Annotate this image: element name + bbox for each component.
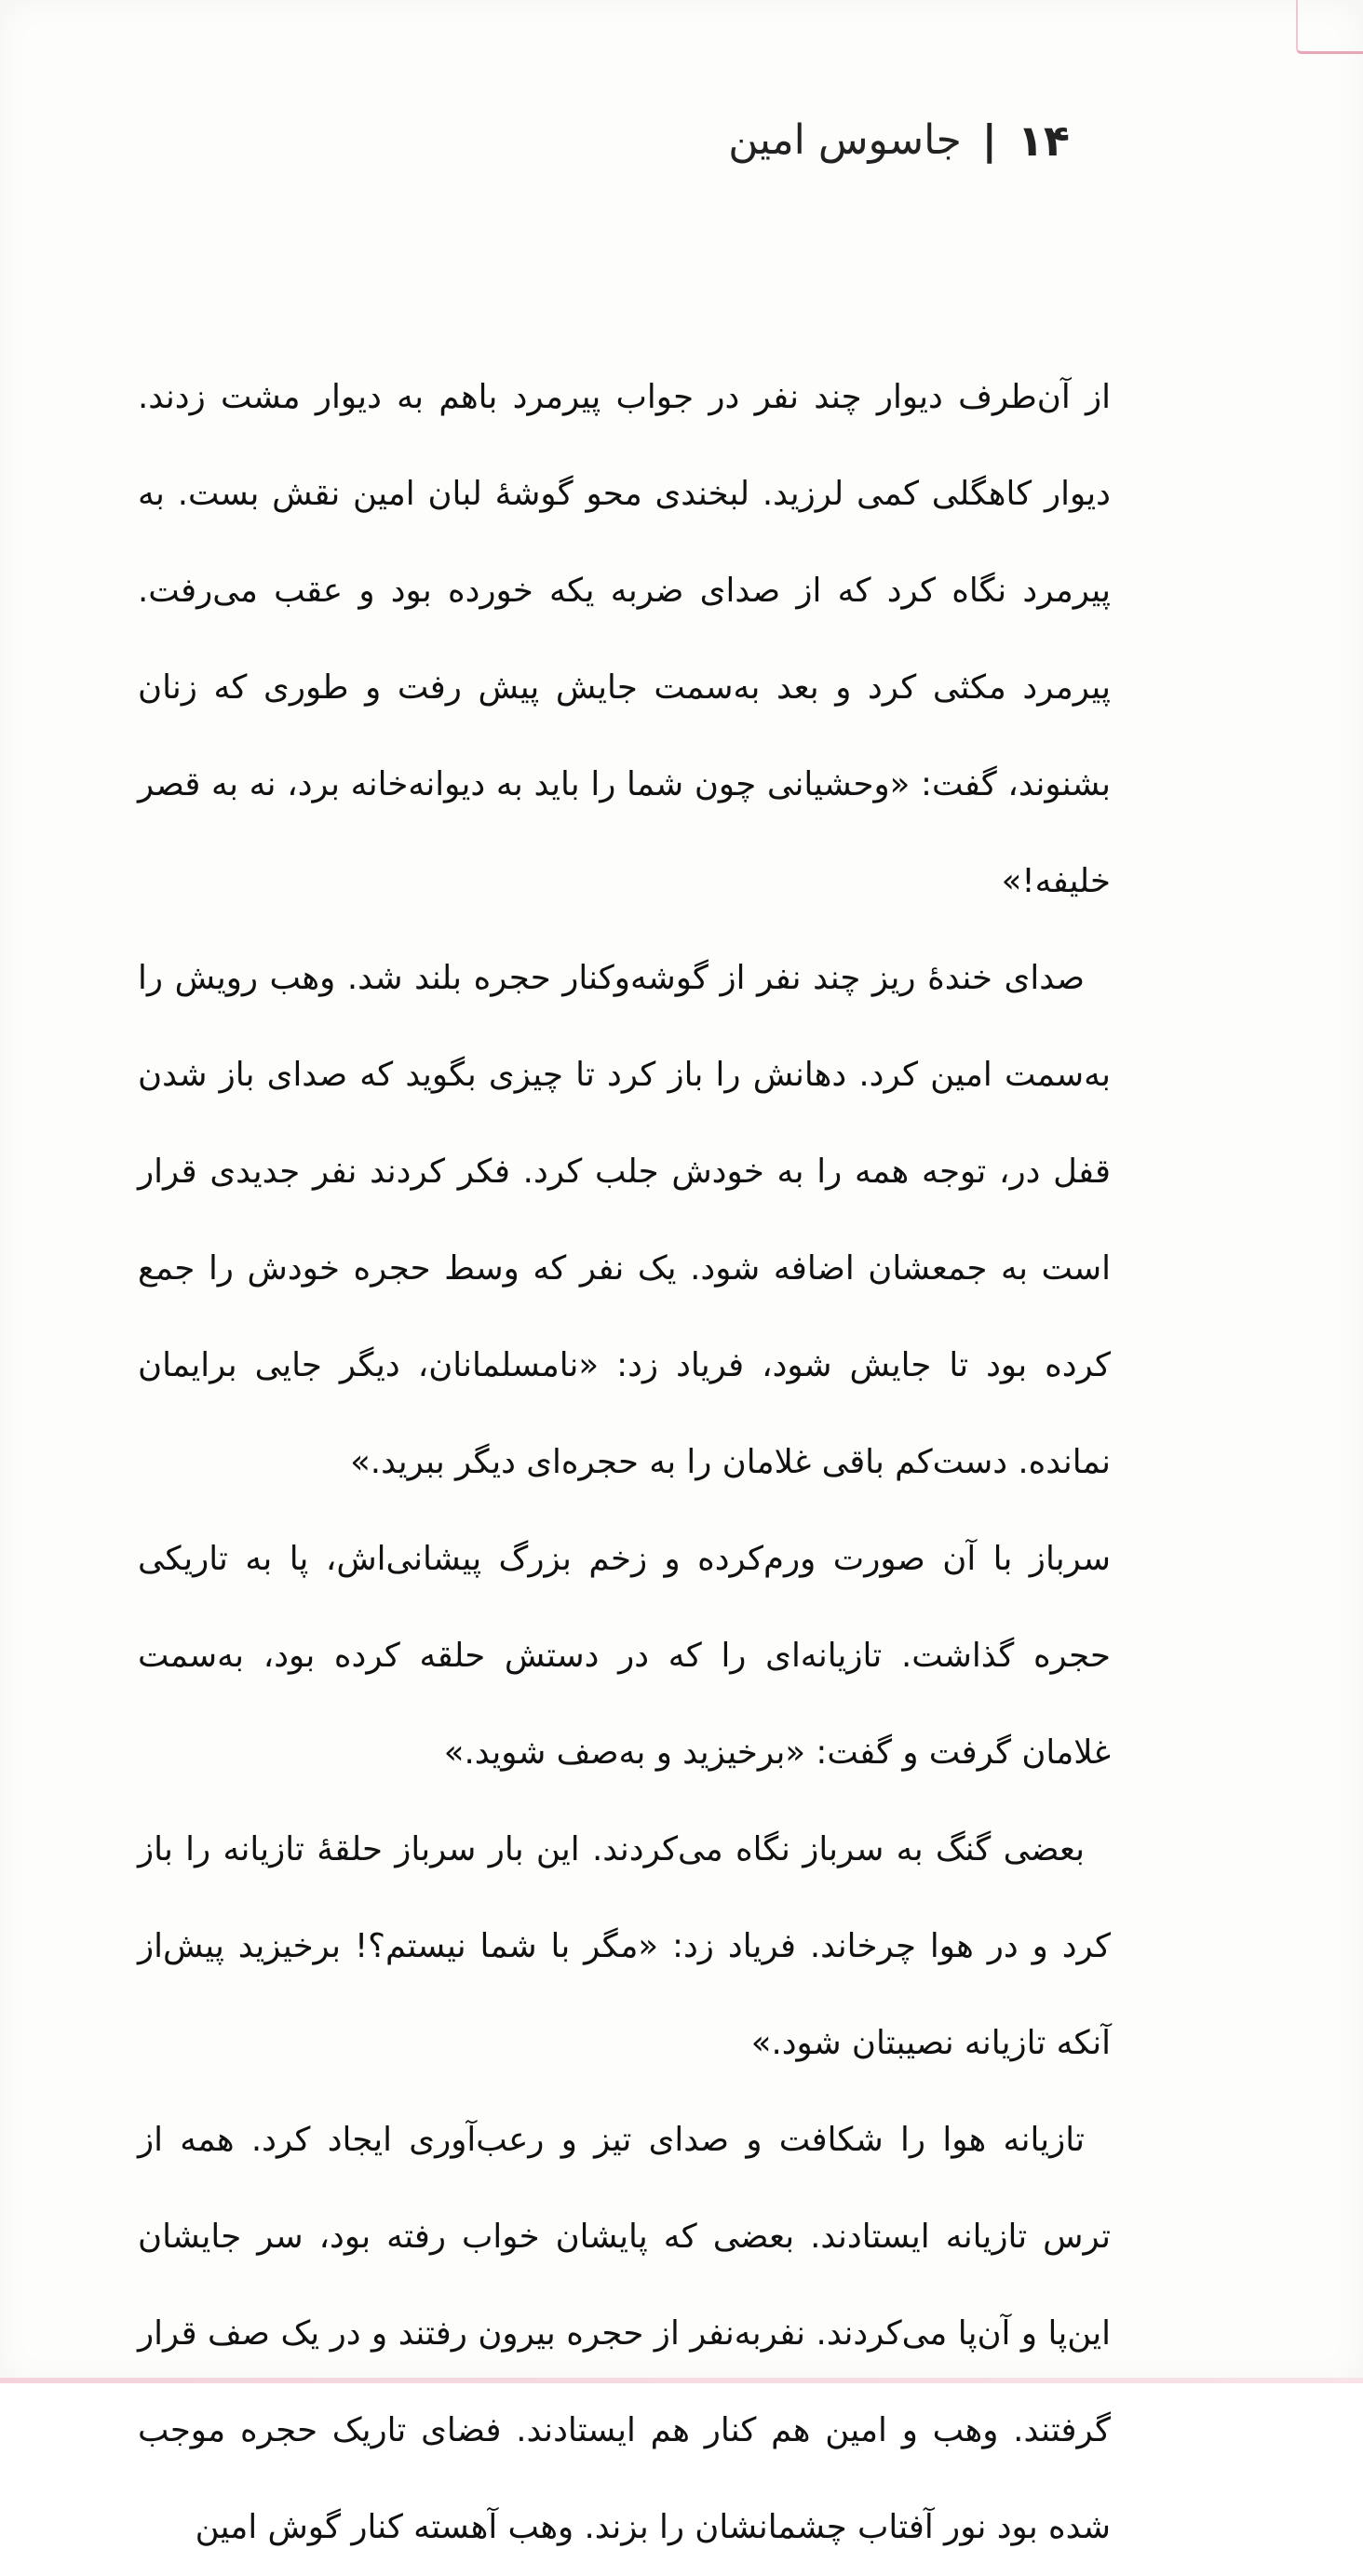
page-number: ۱۴ xyxy=(1017,115,1070,166)
body-text xyxy=(138,349,1111,2576)
book-title: جاسوس امین xyxy=(728,116,962,164)
paragraph-5: تازیانه هوا را شکافت و صدای تیز و رعب‌آوری ایجاد کرد. همه از ترس تازیانه ایستادند. بعضی که پایشان خواب رفته بود، سر جایشان این‌پا و آن‌پا می‌کردند. نفربه‌نفر از حجره بیرون رفتند و در یک صف قرار گرفتند. وهب و امین هم کنار هم ایستادند. فضای تاریک حجره موجب شده بود نور آفتاب چشمانشان را بزند. وهب آهسته کنار گوش امین xyxy=(138,2121,1111,2546)
paragraph-2: صدای خندهٔ ریز چند نفر از گوشه‌وکنار حجره بلند شد. وهب رویش را به‌سمت امین کرد. دهانش را باز کرد تا چیزی بگوید که صدای باز شدن قفل در، توجه همه را به خودش جلب کرد. فکر کردند نفر جدیدی قرار است به جمعشان اضافه شود. یک نفر که وسط حجره خودش را جمع کرده بود تا جایش شود، فریاد زد: «نامسلمانان، دیگر جایی برایمان نمانده. دست‌کم باقی غلامان را به حجره‌ای دیگر ببرید.» xyxy=(138,959,1111,1481)
paragraph-1: از آن‌طرف دیوار چند نفر در جواب پیرمرد باهم به دیوار مشت زدند. دیوار کاهگلی کمی لرزید. لبخندی محو گوشهٔ لبان امین نقش بست. به پیرمرد نگاه کرد که از صدای ضربه یکه خورده بود و عقب می‌رفت. پیرمرد مکثی کرد و بعد به‌سمت جایش پیش رفت و طوری که زنان بشنوند، گفت: «وحشیانی چون شما را باید به دیوانه‌خانه برد، نه به قصر خلیفه!» xyxy=(138,378,1111,900)
paragraph-4: بعضی گنگ به سرباز نگاه می‌کردند. این بار سرباز حلقهٔ تازیانه را باز کرد و در هوا چرخاند. فریاد زد: «مگر با شما نیستم؟! برخیزید پیش‌از آنکه تازیانه نصیبتان شود.» xyxy=(138,1830,1111,2062)
paragraph-3: سرباز با آن صورت ورم‌کرده و زخم بزرگ پیشانی‌اش، پا به تاریکی حجره گذاشت. تازیانه‌ای را که در دستش حلقه کرده بود، به‌سمت غلامان گرفت و گفت: «برخیزید و به‌صف شوید.» xyxy=(138,1540,1111,1772)
header-separator: | xyxy=(981,116,997,164)
page-header xyxy=(728,115,1070,166)
page-corner-mark xyxy=(1296,0,1363,54)
page-bottom-edge xyxy=(0,2378,1363,2383)
